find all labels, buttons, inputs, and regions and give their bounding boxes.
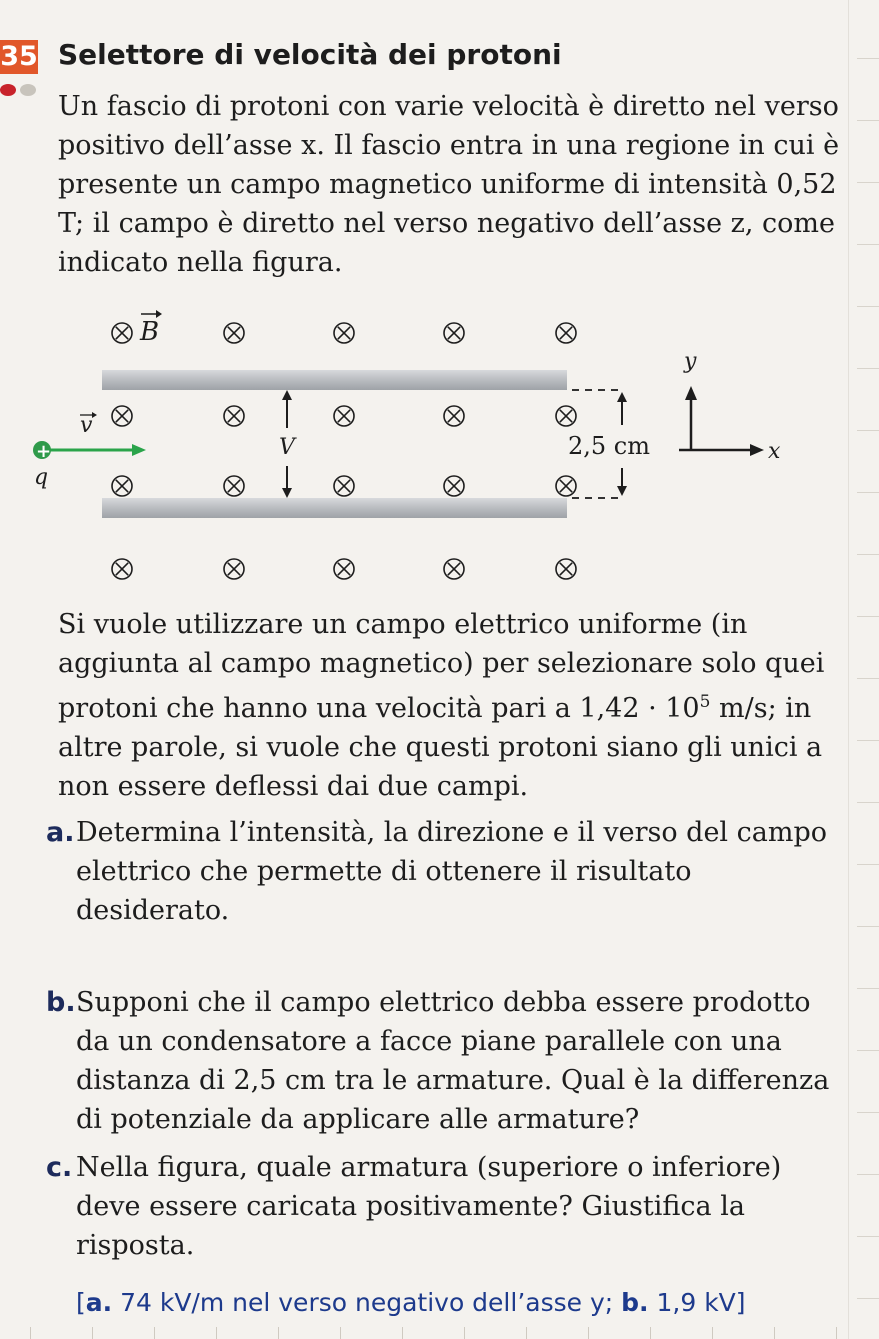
page-edge-ruler bbox=[848, 0, 879, 1339]
ruler-tick bbox=[857, 492, 879, 493]
ruler-tick bbox=[464, 1327, 465, 1339]
into-page-field-symbols bbox=[112, 323, 576, 579]
into-page-symbol bbox=[556, 559, 576, 579]
difficulty-dot-empty bbox=[20, 84, 36, 96]
item-label: a. bbox=[46, 817, 75, 848]
question-item-a bbox=[46, 813, 846, 930]
body-text-before: Si vuole utilizzare un campo elettrico uniforme (in aggiunta al campo magnetico) per selezionare solo quei protoni che hanno una velocità pari a 1,42 · 10 bbox=[58, 609, 825, 724]
top-plate bbox=[102, 370, 567, 390]
difficulty-indicator bbox=[0, 84, 50, 96]
ruler-tick bbox=[857, 926, 879, 927]
ruler-tick bbox=[774, 1327, 775, 1339]
ruler-tick bbox=[857, 120, 879, 121]
ruler-tick bbox=[857, 1112, 879, 1113]
answer-b-text: 1,9 kV bbox=[648, 1288, 736, 1317]
into-page-symbol bbox=[444, 323, 464, 343]
voltage-arrow-down-head bbox=[282, 488, 292, 498]
y-axis-head bbox=[685, 386, 697, 400]
ruler-tick bbox=[340, 1327, 341, 1339]
ruler-tick bbox=[857, 1298, 879, 1299]
x-axis-label: x bbox=[768, 439, 781, 464]
into-page-symbol bbox=[224, 323, 244, 343]
into-page-symbol bbox=[556, 406, 576, 426]
answers-line bbox=[76, 1288, 746, 1317]
ruler-tick bbox=[857, 678, 879, 679]
ruler-tick bbox=[857, 58, 879, 59]
question-item-c bbox=[46, 1148, 846, 1265]
into-page-symbol bbox=[224, 476, 244, 496]
into-page-symbol bbox=[556, 323, 576, 343]
ruler-tick bbox=[588, 1327, 589, 1339]
into-page-symbol bbox=[334, 559, 354, 579]
ruler-tick bbox=[154, 1327, 155, 1339]
velocity-arrow-head bbox=[132, 444, 146, 456]
into-page-symbol bbox=[334, 323, 354, 343]
into-page-symbol bbox=[444, 476, 464, 496]
into-page-symbol bbox=[224, 406, 244, 426]
item-label: b. bbox=[46, 987, 76, 1018]
charge-label: q bbox=[34, 465, 49, 490]
problem-title: Selettore di velocità dei protoni bbox=[58, 38, 562, 71]
into-page-symbol bbox=[112, 559, 132, 579]
problem-intro: Un fascio di protoni con varie velocità è diretto nel verso positivo dell’asse x. Il fascio entra in una regione in cui è presente un campo magnetico uniforme di intensità 0,52 T; il campo è diretto nel verso negativo dell’asse z, come indicato nella figura. bbox=[58, 91, 840, 278]
into-page-symbol bbox=[112, 323, 132, 343]
voltage-label: V bbox=[279, 435, 295, 460]
ruler-tick bbox=[857, 864, 879, 865]
answer-a-label: a. bbox=[85, 1288, 113, 1317]
velocity-selector-figure bbox=[0, 300, 781, 600]
into-page-symbol bbox=[334, 406, 354, 426]
ruler-tick bbox=[857, 988, 879, 989]
into-page-symbol bbox=[444, 406, 464, 426]
ruler-tick bbox=[857, 740, 879, 741]
ruler-tick bbox=[30, 1327, 31, 1339]
ruler-tick bbox=[526, 1327, 527, 1339]
ruler-tick bbox=[857, 368, 879, 369]
ruler-tick bbox=[92, 1327, 93, 1339]
gap-arrow-upper-head bbox=[617, 392, 627, 402]
body-text-after: m/s; in altre parole, si vuole che questi protoni siano gli unici a non essere deflessi dai due campi. bbox=[58, 693, 823, 802]
ruler-tick bbox=[857, 306, 879, 307]
answer-a-text: 74 kV/m nel verso negativo dell’asse y; bbox=[112, 1288, 622, 1317]
ruler-tick bbox=[857, 554, 879, 555]
into-page-symbol bbox=[556, 476, 576, 496]
bottom-plate bbox=[102, 498, 567, 518]
answers-open-bracket: [ bbox=[76, 1288, 86, 1317]
ruler-tick bbox=[216, 1327, 217, 1339]
ruler-tick bbox=[278, 1327, 279, 1339]
ruler-tick bbox=[712, 1327, 713, 1339]
item-text: Nella figura, quale armatura (superiore o inferiore) deve essere caricata positivamente? Giustifica la risposta. bbox=[76, 1152, 782, 1261]
y-axis-label: y bbox=[684, 349, 697, 374]
difficulty-dot-filled bbox=[0, 84, 16, 96]
answer-b-label: b. bbox=[621, 1288, 649, 1317]
x-axis-head bbox=[750, 444, 764, 456]
page-bottom-ruler bbox=[0, 1325, 879, 1339]
ruler-tick bbox=[836, 1327, 837, 1339]
proton-plus-sign: + bbox=[36, 441, 52, 462]
magnetic-field-label: B bbox=[140, 317, 160, 347]
into-page-symbol bbox=[444, 559, 464, 579]
ruler-tick bbox=[857, 430, 879, 431]
answers-close-bracket: ] bbox=[735, 1288, 746, 1317]
gap-arrow-lower-head bbox=[617, 486, 627, 496]
ruler-tick bbox=[402, 1327, 403, 1339]
velocity-label: v bbox=[80, 413, 93, 438]
into-page-symbol bbox=[112, 476, 132, 496]
ruler-tick bbox=[857, 1174, 879, 1175]
into-page-symbol bbox=[334, 476, 354, 496]
ruler-tick bbox=[857, 1050, 879, 1051]
item-text: Supponi che il campo elettrico debba essere prodotto da un condensatore a facce piane parallele con una distanza di 2,5 cm tra le armature. Qual è la differenza di potenziale da applicare alle armature? bbox=[76, 987, 830, 1135]
voltage-arrow-up-head bbox=[282, 390, 292, 400]
into-page-symbol bbox=[224, 559, 244, 579]
problem-number-badge: 35 bbox=[0, 41, 38, 72]
body-exponent: 5 bbox=[699, 692, 711, 712]
problem-body bbox=[58, 605, 848, 806]
ruler-tick bbox=[857, 1236, 879, 1237]
item-label: c. bbox=[46, 1152, 73, 1183]
into-page-symbol bbox=[112, 406, 132, 426]
ruler-tick bbox=[857, 616, 879, 617]
gap-label: 2,5 cm bbox=[568, 432, 650, 460]
ruler-tick bbox=[857, 182, 879, 183]
velocity-vector-head bbox=[92, 412, 97, 418]
ruler-tick bbox=[857, 244, 879, 245]
question-item-b bbox=[46, 983, 846, 1139]
item-text: Determina l’intensità, la direzione e il verso del campo elettrico che permette di ottenere il risultato desiderato. bbox=[76, 817, 828, 926]
ruler-tick bbox=[650, 1327, 651, 1339]
ruler-tick bbox=[857, 802, 879, 803]
